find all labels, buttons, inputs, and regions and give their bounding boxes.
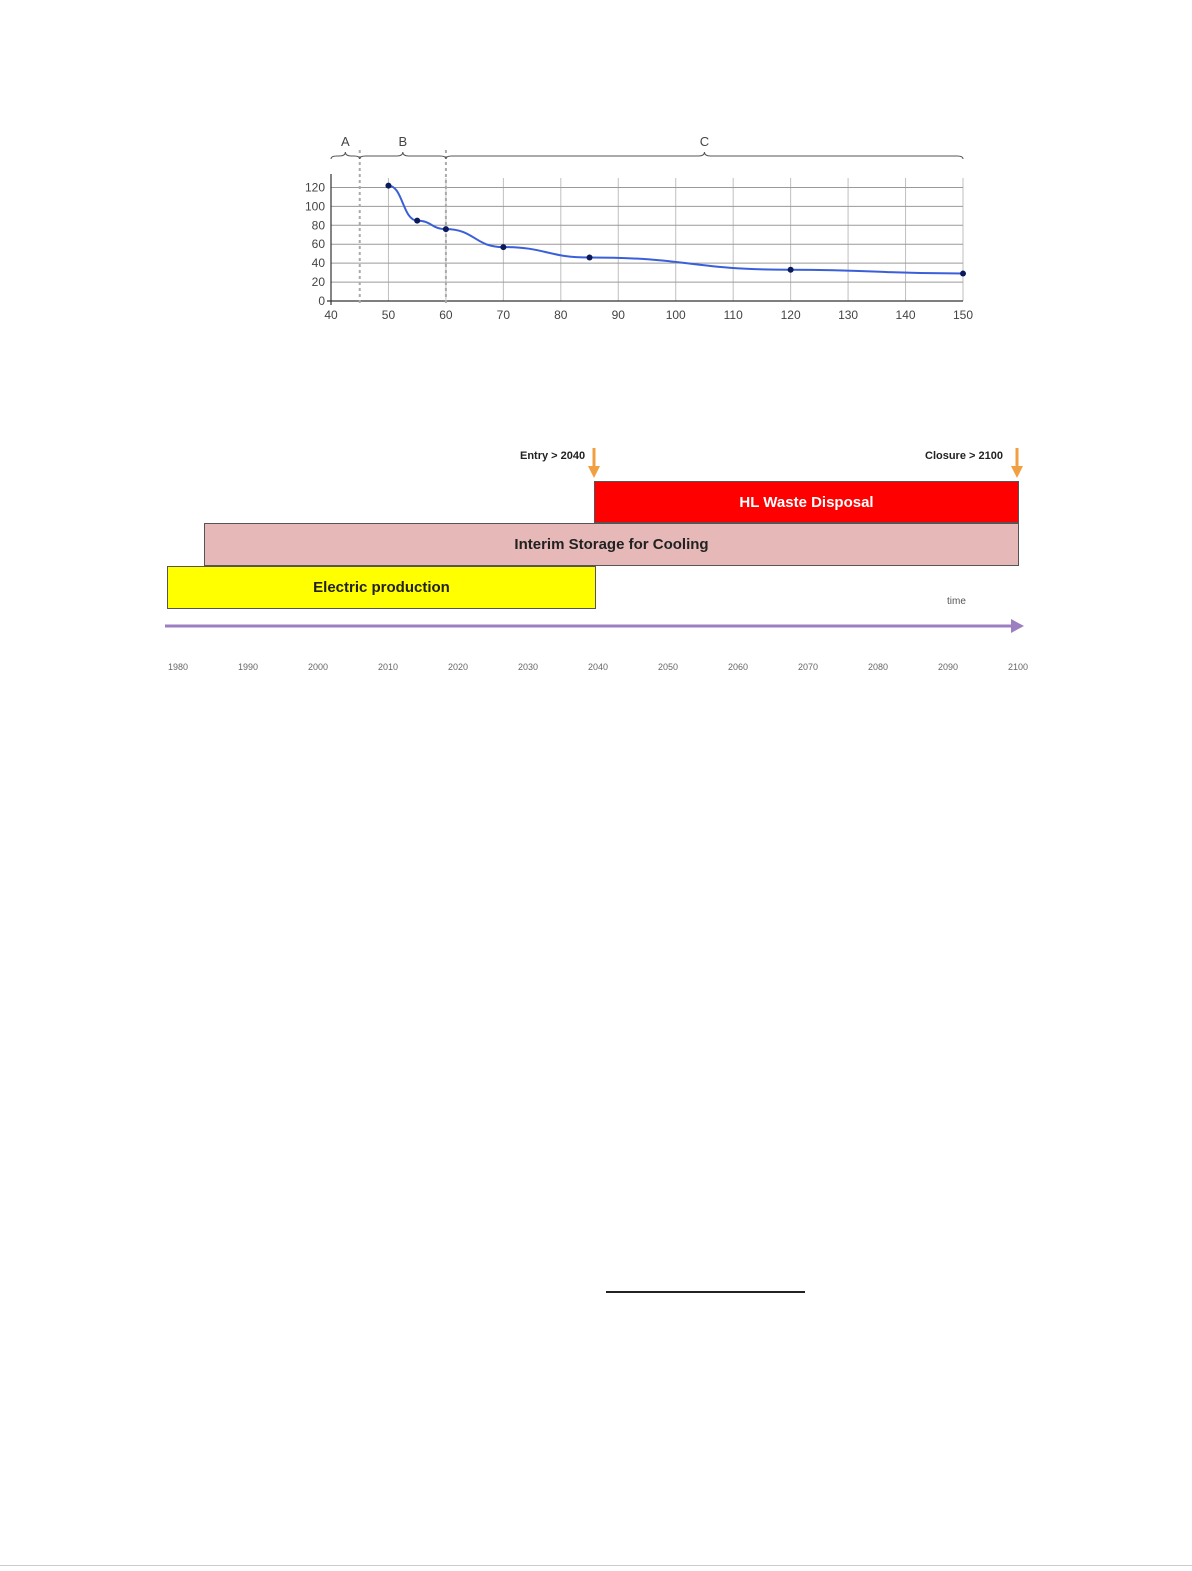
zone-label: A xyxy=(341,134,350,149)
zone-bracket xyxy=(331,152,360,159)
data-point xyxy=(414,218,420,224)
x-tick-label: 120 xyxy=(780,308,801,322)
y-tick-label: 20 xyxy=(311,275,325,290)
x-tick-label: 110 xyxy=(723,308,743,322)
footnote-separator xyxy=(606,1291,805,1293)
closure-marker-label: Closure > 2100 xyxy=(925,450,1003,462)
year-tick-label: 2000 xyxy=(307,662,329,672)
electric-production-label: Electric production xyxy=(313,579,450,596)
zone-bracket xyxy=(360,152,446,159)
year-tick-label: 1990 xyxy=(237,662,259,672)
zone-label: C xyxy=(699,134,710,149)
x-tick-label: 60 xyxy=(439,308,453,322)
x-tick-label: 100 xyxy=(665,308,686,322)
interim-storage-bar xyxy=(204,523,1019,566)
repository-timeline xyxy=(160,440,1040,680)
y-tick-label: 0 xyxy=(318,294,325,308)
year-tick-label: 2100 xyxy=(1007,662,1029,672)
x-tick-label: 50 xyxy=(381,308,396,322)
data-point xyxy=(960,271,966,277)
year-tick-label: 2020 xyxy=(447,662,469,672)
zone-label: B xyxy=(398,134,408,149)
interim-storage-label: Interim Storage for Cooling xyxy=(514,536,709,553)
entry-marker-label: Entry > 2040 xyxy=(520,450,586,462)
y-tick-label: 100 xyxy=(304,199,325,214)
year-tick-label: 2080 xyxy=(867,662,889,672)
zone-bracket xyxy=(446,152,963,159)
page-bottom-rule xyxy=(0,1565,1192,1566)
time-axis-label: time xyxy=(947,596,966,607)
y-tick-label: 60 xyxy=(311,237,325,252)
electric-production-bar xyxy=(167,566,596,609)
hl-waste-disposal-bar xyxy=(594,481,1019,523)
data-point xyxy=(500,244,506,250)
year-tick-label: 2060 xyxy=(727,662,749,672)
x-tick-label: 90 xyxy=(611,308,625,322)
year-tick-label: 2090 xyxy=(937,662,959,672)
year-tick-label: 2010 xyxy=(377,662,399,672)
x-tick-label: 80 xyxy=(554,308,568,322)
x-tick-label: 70 xyxy=(496,308,511,322)
data-point xyxy=(443,226,449,232)
data-point xyxy=(587,254,593,260)
y-tick-label: 80 xyxy=(311,218,325,233)
marker-arrow-head xyxy=(588,466,600,478)
year-tick-label: 2030 xyxy=(517,662,539,672)
year-tick-label: 2050 xyxy=(657,662,679,672)
data-point xyxy=(385,183,391,189)
x-tick-label: 40 xyxy=(324,308,338,322)
year-tick-label: 2070 xyxy=(797,662,819,672)
time-arrow-head xyxy=(1011,619,1024,633)
y-tick-label: 40 xyxy=(311,256,325,271)
x-tick-label: 140 xyxy=(895,308,916,322)
x-tick-label: 150 xyxy=(952,308,974,322)
year-tick-label: 2040 xyxy=(587,662,609,672)
x-tick-label: 130 xyxy=(838,308,859,322)
hl-waste-disposal-label: HL Waste Disposal xyxy=(739,493,874,511)
y-tick-label: 120 xyxy=(304,180,325,195)
marker-arrow-head xyxy=(1011,466,1023,478)
year-tick-label: 1980 xyxy=(167,662,189,672)
cooling-curve-chart xyxy=(280,120,1000,330)
data-point xyxy=(788,267,794,273)
